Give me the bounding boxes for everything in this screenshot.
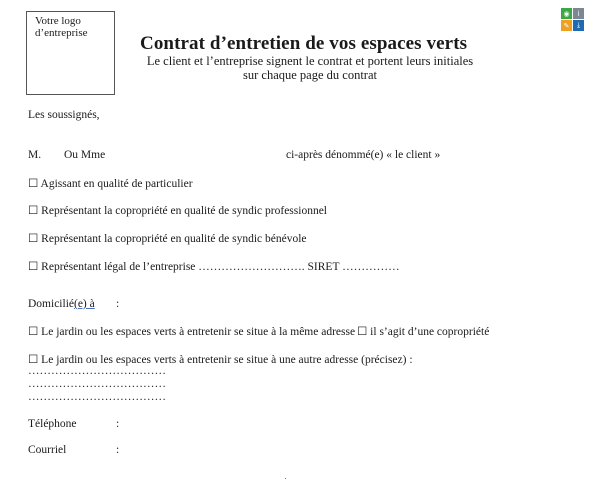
dotted-line: ……………………………… — [28, 391, 166, 403]
civility-m: M. — [28, 149, 42, 161]
email-colon: : — [116, 444, 120, 456]
client-designation: ci-après dénommé(e) « le client » — [286, 149, 441, 161]
option-syndic-pro[interactable]: ☐ Représentant la copropriété en qualité de syndic professionnel — [28, 205, 327, 217]
civility-mme: Ou Mme — [64, 149, 106, 161]
eye-icon[interactable]: ◉ — [561, 8, 572, 19]
document-title: Contrat d’entretien de vos espaces verts — [140, 33, 468, 54]
option-copropriete[interactable]: ☐ il s’agit d’une copropriété — [357, 326, 490, 338]
download-icon[interactable]: ⤓ — [573, 20, 584, 31]
toolbar-icon-grid — [561, 8, 583, 30]
option-syndic-benevole[interactable]: ☐ Représentant la copropriété en qualité de syndic bénévole — [28, 233, 307, 245]
logo-text-line1: Votre logo — [35, 15, 81, 27]
email-label: Courriel — [28, 444, 67, 456]
edit-icon[interactable]: ✎ — [561, 20, 572, 31]
soussignes-text: Les soussignés, — [28, 109, 100, 121]
logo-text-line2: d’entreprise — [35, 27, 88, 39]
dotted-line: ……………………………… — [28, 378, 166, 390]
info-icon[interactable]: i — [573, 8, 584, 19]
option-representant-legal[interactable]: ☐ Représentant légal de l’entreprise ………………………. SIRET …………… — [28, 261, 400, 273]
option-same-address[interactable]: ☐ Le jardin ou les espaces verts à entretenir se situe à la même adresse — [28, 326, 356, 338]
address-dotted-lines[interactable] — [28, 365, 166, 404]
dotted-line: ……………………………… — [28, 365, 166, 377]
domicile-colon: : — [116, 298, 120, 310]
option-particulier[interactable]: ☐ Agissant en qualité de particulier — [28, 178, 193, 190]
page-marker — [285, 478, 286, 479]
domicile-label-b: (e) à — [74, 298, 95, 310]
domicile-label — [28, 298, 95, 310]
phone-label: Téléphone — [28, 418, 77, 430]
logo-placeholder — [26, 11, 115, 95]
document-subtitle — [140, 54, 480, 82]
option-other-address[interactable]: ☐ Le jardin ou les espaces verts à entretenir se situe à une autre adresse (précisez) : — [28, 354, 413, 366]
phone-colon: : — [116, 418, 120, 430]
subtitle-line2: sur chaque page du contrat — [243, 68, 377, 82]
subtitle-line1: Le client et l’entreprise signent le contrat et portent leurs initiales — [146, 54, 474, 68]
domicile-label-a: Domicilié — [28, 298, 74, 310]
